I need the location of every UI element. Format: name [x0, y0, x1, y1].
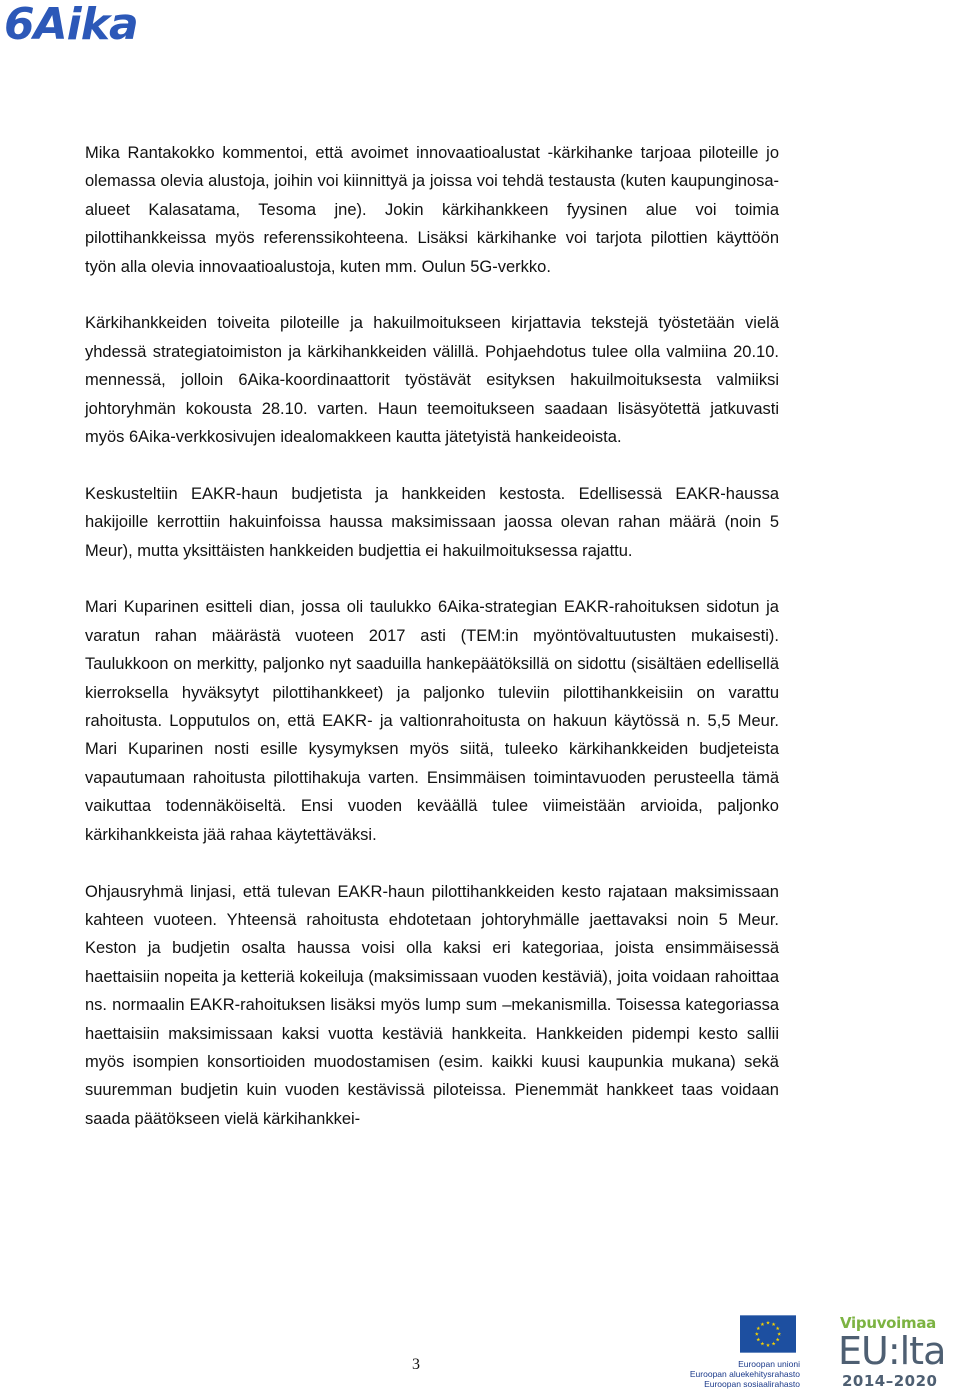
brand-logo-6aika: 6Aika: [4, 0, 138, 50]
document-body: [85, 139, 779, 1133]
vipuvoimaa-main-text: EU:lta: [838, 1329, 946, 1373]
paragraph-1: Mika Rantakokko kommentoi, että avoimet innovaatioalustat -kärkihanke tarjoaa piloteille jo olemassa olevia alustoja, joihin voi kiinnittyä ja joissa voi tehdä testausta (kuten kaupunginosa-alueet Kalasatama, Tesoma jne). Jokin kärkihankkeen fyysinen alue voi toimia pilottihankkeissa myös referenssikohteena. Lisäksi kärkihanke voi tarjota pilottien käyttöön työn alla olevia innovaatioalustoja, kuten mm. Oulun 5G-verkko.: [85, 144, 779, 276]
paragraph-4: Mari Kuparinen esitteli dian, jossa oli taulukko 6Aika-strategian EAKR-rahoituksen sidotun ja varatun rahan määrästä vuoteen 2017 asti (TEM:in myöntövaltuutusten mukaisesti). Taulukkoon on merkitty, paljonko nyt saaduilla hankepäätöksillä on sidottu (sisältäen edellisellä kierroksella hyväksytyt pilottihankkeet) ja paljonko tuleviin pilottihankkeisiin on varattu rahoitusta. Lopputulos on, että EAKR- ja valtionrahoitusta on hakuun käytössä n. 5,5 Meur. Mari Kuparinen nosti esille kysymyksen myös siitä, tuleeko kärkihankkeiden budjeteista vapautumaan rahoitusta pilottihakuja varten. Ensimmäisen toimintavuoden perusteella tämä vaikuttaa todennäköiseltä. Ensi vuoden keväällä tulee viimeistään arvioida, paljonko kärkihankkeista jää rahaa käytettäväksi.: [85, 598, 779, 844]
paragraph-5: Ohjausryhmä linjasi, että tulevan EAKR-haun pilottihankkeiden kesto rajataan maksimissaan kahteen vuoteen. Yhteensä rahoitusta ehdotetaan johtoryhmälle jaettavaksi noin 5 Meur. Keston ja budjetin osalta haussa voisi olla kaksi eri kategoriaa, joista ensimmäisessä haettaisiin nopeita ja ketteriä kokeiluja (maksimissaan vuoden kestäviä), joita voidaan rahoittaa ns. normaalin EAKR-rahoituksen lisäksi myös lump sum –mekanismilla. Toisessa kategoriassa haettaisiin maksimissaan kaksi vuotta kestäviä hankkeita. Hankkeiden pidempi kesto sallii myös isompien konsortioiden muodostamisen (esim. kaikki kuusi kaupunkia mukana) sekä suuremman budjetin kuin vuoden kestävissä piloteissa. Pienemmät hankkeet taas voidaan saada päätökseen vielä kärkihankkei-: [85, 882, 779, 1128]
eu-union-label: Euroopan unioni: [738, 1359, 800, 1369]
eu-funding-logo: [664, 1312, 804, 1392]
vipuvoimaa-eulta-logo: [838, 1314, 958, 1392]
eu-regional-fund-label: Euroopan aluekehitysrahasto: [689, 1369, 800, 1379]
page-number: 3: [412, 1356, 420, 1373]
eu-flag-icon: [740, 1315, 796, 1353]
paragraph-3: Keskusteltiin EAKR-haun budjetista ja hankkeiden kestosta. Edellisessä EAKR-haussa hakijoille kerrottiin hakuinfoissa haussa maksimissaan jaossa olevan rahan määrä (noin 5 Meur), mutta yksittäisten hankkeiden budjettia ei hakuilmoituksessa rajattu.: [85, 484, 779, 560]
paragraph-2: Kärkihankkeiden toiveita piloteille ja hakuilmoitukseen kirjattavia tekstejä työstetään vielä yhdessä strategiatoimiston ja kärkihankkeiden välillä. Pohjaehdotus tulee olla valmiina 20.10. mennessä, jolloin 6Aika-koordinaattorit työstävät esityksen hakuilmoituksesta valmiiksi johtoryhmän kokousta 28.10. varten. Haun teemoitukseen saadaan lisäsyötettä jatkuvasti myös 6Aika-verkkosivujen idealomakkeen kautta jätetyistä hankeideoista.: [85, 314, 779, 447]
vipuvoimaa-title: Vipuvoimaa: [840, 1314, 937, 1332]
eu-social-fund-label: Euroopan sosiaalirahasto: [704, 1379, 800, 1389]
vipuvoimaa-years: 2014–2020: [842, 1372, 938, 1390]
eu-funding-text: [668, 1359, 800, 1389]
